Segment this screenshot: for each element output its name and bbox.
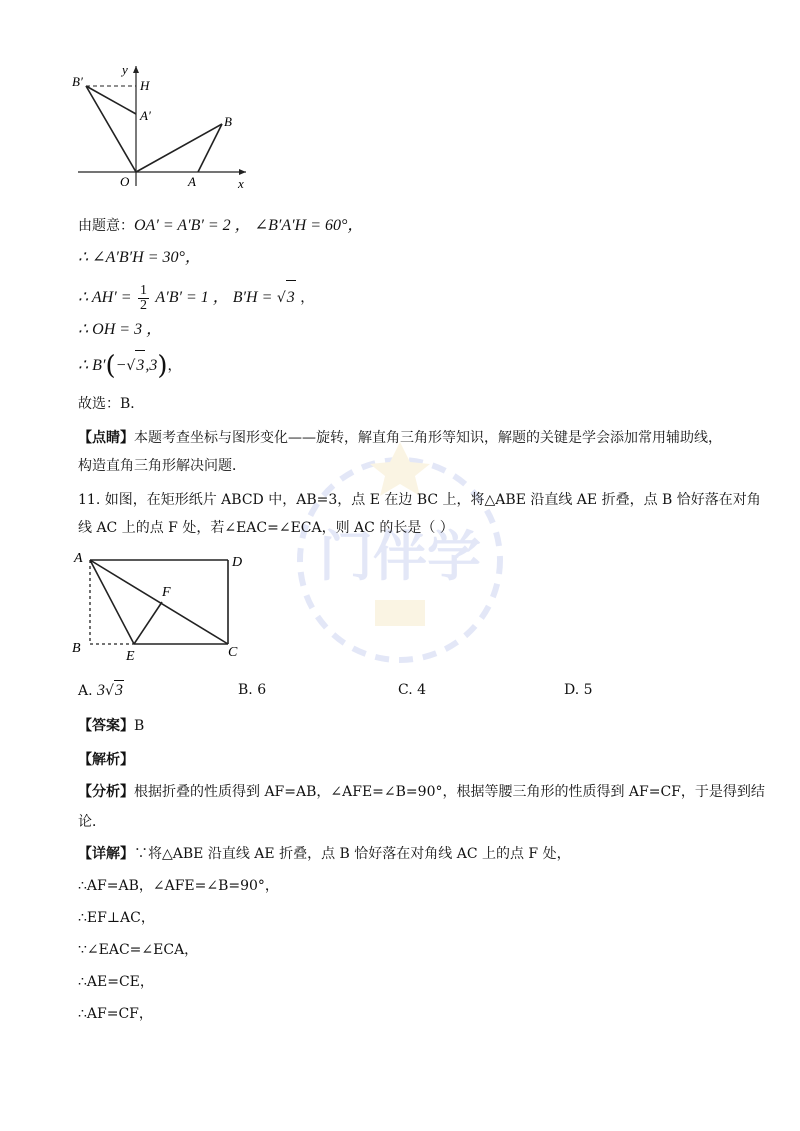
fraction-one-half: $\frac{1}{2}$ [139, 282, 147, 313]
choice-d[interactable]: D. 5 [564, 682, 593, 698]
solution-line-5: ∴ B′(−√3,3)， [78, 351, 182, 381]
analysis-step-4: ∴AE=CE， [78, 974, 154, 990]
analysis-step-5: ∴AF=CF， [78, 1006, 153, 1022]
label-rect-e: E [126, 649, 135, 664]
analysis-step-3: ∵∠EAC=∠ECA， [78, 942, 199, 958]
question-11-line-1: 11. 如图，在矩形纸片 ABCD 中，AB=3，点 E 在边 BC 上，将△ABE 沿直线 AE 折叠，点 B 恰好落在对角 [78, 492, 761, 508]
choice-c[interactable]: C. 4 [398, 682, 427, 698]
analysis-fenxi-line-2: 论． [78, 814, 106, 830]
label-a: A [188, 174, 196, 189]
label-rect-b: B [72, 641, 81, 656]
analysis-step-2: ∴EF⊥AC， [78, 910, 155, 926]
label-y-axis: y [122, 62, 128, 77]
label-rect-a: A [74, 551, 83, 566]
coordinate-figure [70, 58, 260, 198]
label-rect-f: F [162, 585, 171, 600]
analysis-fenxi-line-1: 【分析】根据折叠的性质得到 AF=AB，∠AFE=∠B=90°，根据等腰三角形的性质得到 AF=CF，于是得到结 [78, 784, 765, 800]
solution-line-1: 由题意：OA′ = A′B′ = 2 ， ∠B′A′H = 60°， [78, 217, 364, 234]
label-a-prime: A′ [140, 108, 151, 123]
solution-line-2: ∴ ∠A′B′H = 30°， [78, 249, 201, 266]
solution-line-3: ∴ AH′ = $\frac{1}{2}$ A′B′ = 1 ， B′H = √3 ， [78, 280, 314, 315]
comment-line-2: 构造直角三角形解决问题． [78, 458, 246, 474]
watermark-text: 门伴学 [319, 525, 481, 588]
label-h: H [140, 78, 150, 93]
answer-line-prev: 故选：B． [78, 396, 145, 412]
label-rect-d: D [232, 555, 243, 570]
watermark-emblem [270, 440, 530, 680]
analysis-xiangjie-line: 【详解】∵将△ABE 沿直线 AE 折叠，点 B 恰好落在对角线 AC 上的点 F 处， [78, 846, 571, 862]
label-b: B [224, 114, 232, 129]
analysis-label: 【解析】 [78, 752, 134, 768]
solution-line-4: ∴ OH = 3 ， [78, 321, 163, 338]
label-rect-c: C [228, 645, 238, 660]
answer-line: 【答案】B [78, 718, 145, 734]
comment-line-1: 【点睛】本题考查坐标与图形变化——旋转，解直角三角形等知识，解题的关键是学会添加常用辅助线， [78, 430, 722, 446]
label-x-axis: x [238, 176, 244, 191]
question-11-line-2: 线 AC 上的点 F 处，若∠EAC=∠ECA，则 AC 的长是（ ） [78, 520, 454, 536]
label-b-prime: B′ [72, 74, 83, 89]
label-o: O [120, 174, 130, 189]
choice-a[interactable]: A. 3√3 [78, 682, 123, 699]
analysis-step-1: ∴AF=AB，∠AFE=∠B=90°， [78, 878, 279, 894]
choice-b[interactable]: B. 6 [238, 682, 267, 698]
rectangle-figure [68, 548, 258, 668]
